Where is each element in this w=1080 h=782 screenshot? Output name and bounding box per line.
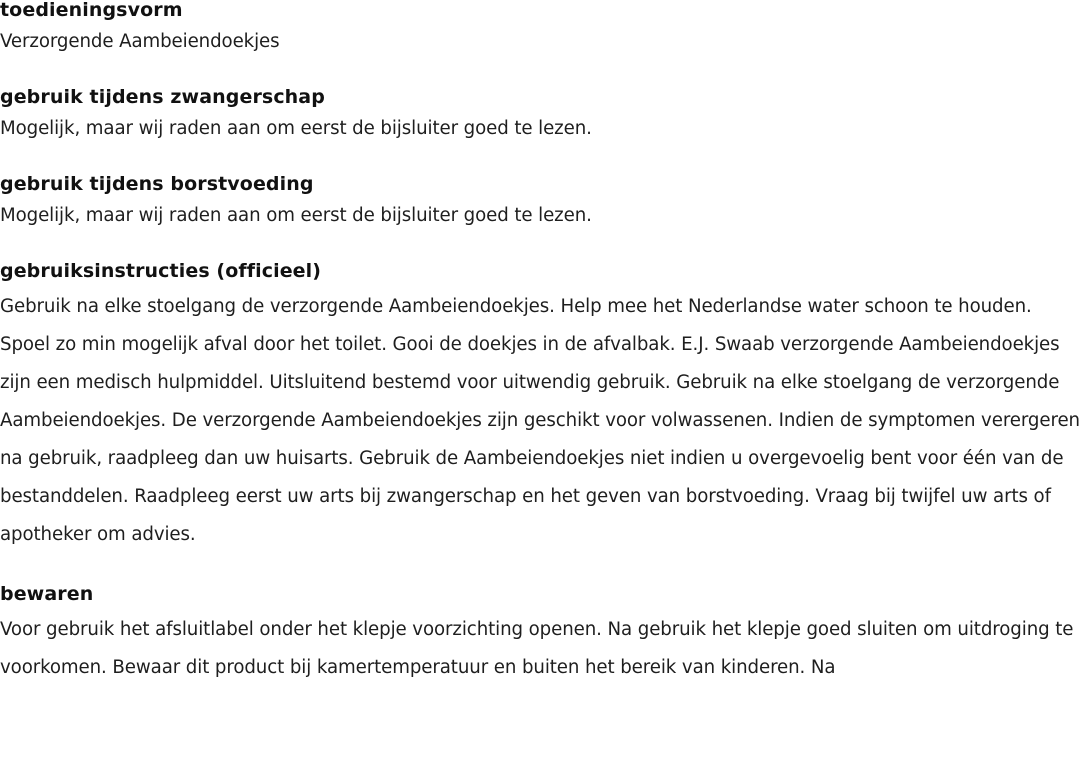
section-title: gebruik tijdens zwangerschap: [0, 86, 325, 108]
section-toedieningsvorm: [0, 0, 1080, 57]
section-body: Mogelijk, maar wij raden aan om eerst de bijsluiter goed te lezen.: [0, 118, 592, 139]
section-title: gebruik tijdens borstvoeding: [0, 173, 314, 195]
section-body: Gebruik na elke stoelgang de verzorgende Aambeiendoekjes. Help mee het Nederlandse water schoon te houden. Spoel zo min mogelijk afval door het toilet. Gooi de doekjes in de afvalbak. E.J. Swaab verzorgende Aambeiendoekjes zijn een medisch hulpmiddel. Uitsluitend bestemd voor uitwendig gebruik. Gebruik na elke stoelgang de verzorgende Aambeiendoekjes. De verzorgende Aambeiendoekjes zijn geschikt voor volwassenen. Indien de symptomen verergeren na gebruik, raadpleeg dan uw huisarts. Gebruik de Aambeiendoekjes niet indien u overgevoelig bent voor één van de bestanddelen. Raadpleeg eerst uw arts bij zwangerschap en het geven van borstvoeding. Vraag bij twijfel uw arts of apotheker om advies.: [0, 296, 1080, 545]
section-body: Verzorgende Aambeiendoekjes: [0, 31, 280, 52]
section-title: bewaren: [0, 583, 94, 605]
section-body: Mogelijk, maar wij raden aan om eerst de bijsluiter goed te lezen.: [0, 205, 592, 226]
section-body: Voor gebruik het afsluitlabel onder het klepje voorzichting openen. Na gebruik het klepje goed sluiten om uitdroging te voorkomen. Bewaar dit product bij kamertemperatuur en buiten het bereik van kinderen. Na: [0, 619, 1074, 678]
section-borstvoeding: [0, 171, 1080, 231]
section-zwangerschap: [0, 84, 1080, 144]
section-bewaren: [0, 581, 1080, 687]
section-title: toedieningsvorm: [0, 0, 183, 21]
section-title: gebruiksinstructies (officieel): [0, 260, 322, 282]
section-gebruiksinstructies: [0, 258, 1080, 554]
